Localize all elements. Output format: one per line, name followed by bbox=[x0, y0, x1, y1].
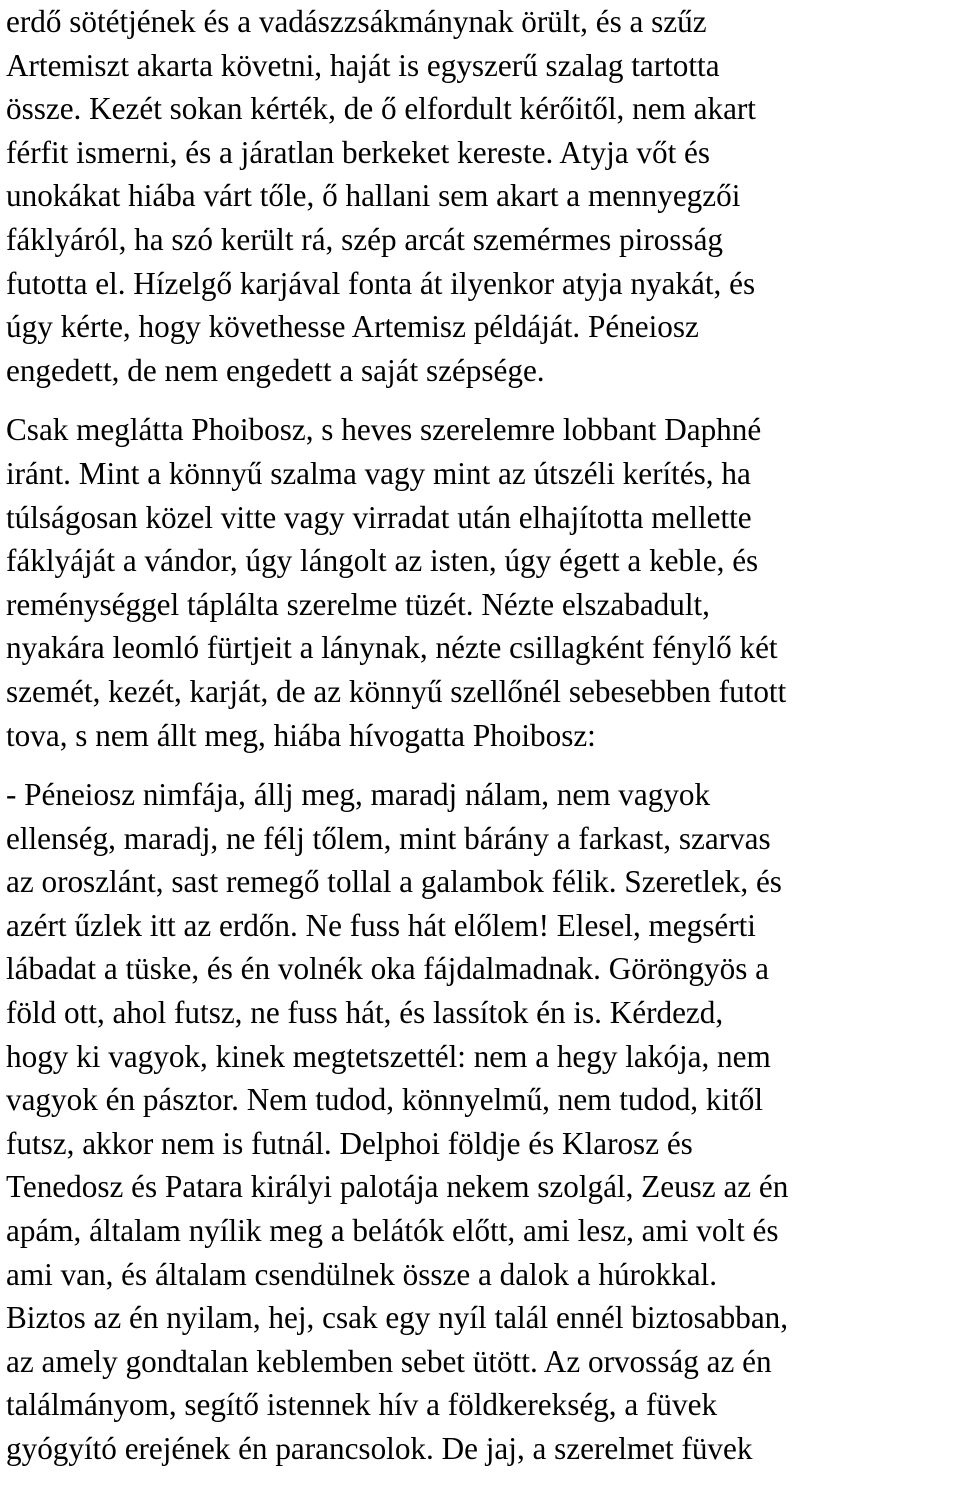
text-line: reménységgel táplálta szerelme tüzét. Nézte elszabadult, bbox=[6, 586, 710, 622]
text-line: gyógyító erejének én parancsolok. De jaj, a szerelmet füvek bbox=[6, 1431, 753, 1466]
text-line: túlságosan közel vitte vagy virradat után elhajította mellette bbox=[6, 499, 752, 535]
text-line: Artemiszt akarta követni, haját is egyszerű szalag tartotta bbox=[6, 47, 720, 83]
text-line: föld ott, ahol futsz, ne fuss hát, és lassítok én is. Kérdezd, bbox=[6, 995, 724, 1031]
text-line: apám, általam nyílik meg a belátók előtt, ami lesz, ami volt és bbox=[6, 1213, 779, 1249]
paragraph-1 bbox=[6, 0, 956, 392]
text-line: Tenedosz és Patara királyi palotája nekem szolgál, Zeusz az én bbox=[6, 1169, 789, 1205]
text-line: hogy ki vagyok, kinek megtetszettél: nem a hegy lakója, nem bbox=[6, 1038, 771, 1074]
paragraph-spacer bbox=[6, 392, 956, 408]
text-line: nyakára leomló fürtjeit a lánynak, nézte csillagként fénylő két bbox=[6, 630, 778, 666]
text-line: vagyok én pásztor. Nem tudod, könnyelmű, nem tudod, kitől bbox=[6, 1082, 764, 1118]
text-line: ami van, és általam csendülnek össze a dalok a húrokkal. bbox=[6, 1256, 718, 1292]
text-line: unokákat hiába várt tőle, ő hallani sem akart a mennyegzői bbox=[6, 178, 741, 214]
text-line: szemét, kezét, karját, de az könnyű szellőnél sebesebben futott bbox=[6, 673, 787, 709]
paragraph-2 bbox=[6, 408, 956, 757]
paragraph-spacer bbox=[6, 757, 956, 773]
text-line: tova, s nem állt meg, hiába hívogatta Phoibosz: bbox=[6, 717, 596, 753]
paragraph-3 bbox=[6, 773, 956, 1471]
text-line: úgy kérte, hogy követhesse Artemisz példáját. Péneiosz bbox=[6, 309, 699, 345]
document-page bbox=[6, 0, 956, 1471]
text-line: - Péneiosz nimfája, állj meg, maradj nálam, nem vagyok bbox=[6, 777, 711, 813]
text-line: Csak meglátta Phoibosz, s heves szerelemre lobbant Daphné bbox=[6, 412, 762, 448]
text-line: férfit ismerni, és a járatlan berkeket kereste. Atyja vőt és bbox=[6, 134, 711, 170]
text-line: futsz, akkor nem is futnál. Delphoi földje és Klarosz és bbox=[6, 1125, 693, 1161]
text-line: lábadat a tüske, és én volnék oka fájdalmadnak. Göröngyös a bbox=[6, 951, 769, 987]
text-line: ellenség, maradj, ne félj tőlem, mint bárány a farkast, szarvas bbox=[6, 820, 771, 856]
text-line: erdő sötétjének és a vadászzsákmánynak örült, és a szűz bbox=[6, 4, 707, 39]
text-line: találmányom, segítő istennek hív a földkerekség, a füvek bbox=[6, 1387, 718, 1423]
text-line: azért űzlek itt az erdőn. Ne fuss hát előlem! Elesel, megsérti bbox=[6, 907, 756, 943]
text-line: az amely gondtalan keblemben sebet ütött. Az orvosság az én bbox=[6, 1343, 772, 1379]
text-line: az oroszlánt, sast remegő tollal a galambok félik. Szeretlek, és bbox=[6, 864, 782, 900]
text-line: fáklyáról, ha szó került rá, szép arcát szemérmes pirosság bbox=[6, 221, 724, 257]
text-line: Biztos az én nyilam, hej, csak egy nyíl talál ennél biztosabban, bbox=[6, 1300, 789, 1336]
text-line: fáklyáját a vándor, úgy lángolt az isten, úgy égett a keble, és bbox=[6, 543, 759, 579]
text-line: engedett, de nem engedett a saját szépsége. bbox=[6, 352, 545, 388]
text-line: össze. Kezét sokan kérték, de ő elfordult kérőitől, nem akart bbox=[6, 91, 756, 127]
text-line: iránt. Mint a könnyű szalma vagy mint az útszéli kerítés, ha bbox=[6, 455, 751, 491]
text-line: futotta el. Hízelgő karjával fonta át ilyenkor atyja nyakát, és bbox=[6, 265, 756, 301]
